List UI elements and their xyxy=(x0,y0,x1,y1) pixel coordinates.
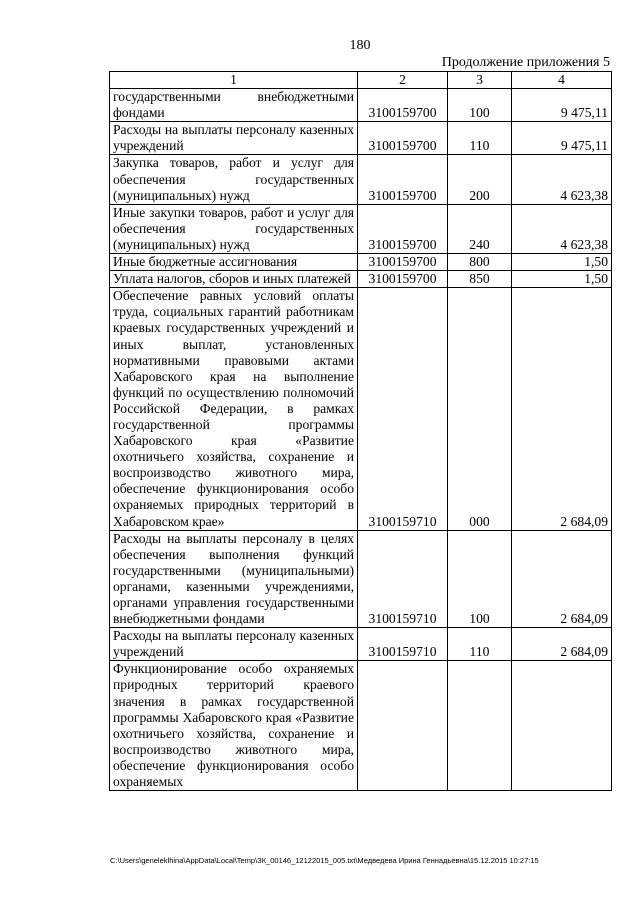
row-kind: 110 xyxy=(448,628,512,661)
row-kind: 800 xyxy=(448,254,512,271)
row-kind: 110 xyxy=(448,122,512,155)
table-row xyxy=(110,122,612,155)
row-code: 3100159710 xyxy=(358,530,448,628)
row-sum: 9 475,11 xyxy=(512,122,612,155)
row-sum: 2 684,09 xyxy=(512,530,612,628)
row-name: Уплата налогов, сборов и иных платежей xyxy=(110,271,358,288)
table-row xyxy=(110,661,612,791)
row-kind: 200 xyxy=(448,155,512,204)
row-name: Расходы на выплаты персоналу в целях обеспечения выполнения функций государственными (муниципальными) органами, казенными учреждениями, органами управления государственными внебюджетными фондами xyxy=(110,530,358,628)
row-code: 3100159700 xyxy=(358,271,448,288)
row-sum: 1,50 xyxy=(512,271,612,288)
row-name: государственными внебюджетными фондами xyxy=(110,89,358,122)
row-sum: 9 475,11 xyxy=(512,89,612,122)
row-kind: 240 xyxy=(448,204,512,253)
row-name: Закупка товаров, работ и услуг для обеспечения государственных (муниципальных) нужд xyxy=(110,155,358,204)
row-kind: 100 xyxy=(448,530,512,628)
row-code: 3100159700 xyxy=(358,89,448,122)
row-code: 3100159710 xyxy=(358,288,448,530)
row-code: 3100159710 xyxy=(358,628,448,661)
file-path-footer: C:\Users\geneleklhina\AppData\Local\Temp\ЗК_00146_12122015_005.txt\Медведева Ирина Геннадьевна\15.12.2015 10:27:15 xyxy=(110,856,539,865)
table-row xyxy=(110,155,612,204)
table-row xyxy=(110,628,612,661)
table-row xyxy=(110,204,612,253)
header-row xyxy=(110,72,612,89)
row-sum: 1,50 xyxy=(512,254,612,271)
row-name: Иные бюджетные ассигнования xyxy=(110,254,358,271)
table-row xyxy=(110,271,612,288)
row-name: Иные закупки товаров, работ и услуг для обеспечения государственных (муниципальных) нужд xyxy=(110,204,358,253)
table-row xyxy=(110,530,612,628)
row-code xyxy=(358,661,448,791)
row-name: Функционирование особо охраняемых природных территорий краевого значения в рамках государственной программы Хабаровского края «Развитие охотничьего хозяйства, сохранение и воспроизводство животного мира, обеспечение функционирования особо охраняемых xyxy=(110,661,358,791)
table-row xyxy=(110,89,612,122)
header-col-1: 1 xyxy=(110,72,358,89)
row-sum: 4 623,38 xyxy=(512,155,612,204)
header-col-2: 2 xyxy=(358,72,448,89)
row-code: 3100159700 xyxy=(358,204,448,253)
row-sum: 2 684,09 xyxy=(512,288,612,530)
row-kind: 100 xyxy=(448,89,512,122)
row-kind: 000 xyxy=(448,288,512,530)
row-name: Обеспечение равных условий оплаты труда, социальных гарантий работникам краевых государственных учреждений и иных выплат, установленных нормативными правовыми актами Хабаровского края на выполнение функций по осуществлению полномочий Российской Федерации, в рамках государственной программы Хабаровского края «Развитие охотничьего хозяйства, сохранение и воспроизводство животного мира, обеспечение функционирования особо охраняемых природных территорий в Хабаровском крае» xyxy=(110,288,358,530)
budget-table xyxy=(109,71,612,791)
row-sum: 2 684,09 xyxy=(512,628,612,661)
row-kind xyxy=(448,661,512,791)
row-sum: 4 623,38 xyxy=(512,204,612,253)
header-col-3: 3 xyxy=(448,72,512,89)
row-sum xyxy=(512,661,612,791)
row-code: 3100159700 xyxy=(358,155,448,204)
row-name: Расходы на выплаты персоналу казенных учреждений xyxy=(110,122,358,155)
row-code: 3100159700 xyxy=(358,122,448,155)
row-name: Расходы на выплаты персоналу казенных учреждений xyxy=(110,628,358,661)
row-kind: 850 xyxy=(448,271,512,288)
continuation-caption: Продолжение приложения 5 xyxy=(441,55,610,70)
page-number: 180 xyxy=(349,38,371,53)
table-row xyxy=(110,288,612,530)
row-code: 3100159700 xyxy=(358,254,448,271)
header-col-4: 4 xyxy=(512,72,612,89)
table-row xyxy=(110,254,612,271)
